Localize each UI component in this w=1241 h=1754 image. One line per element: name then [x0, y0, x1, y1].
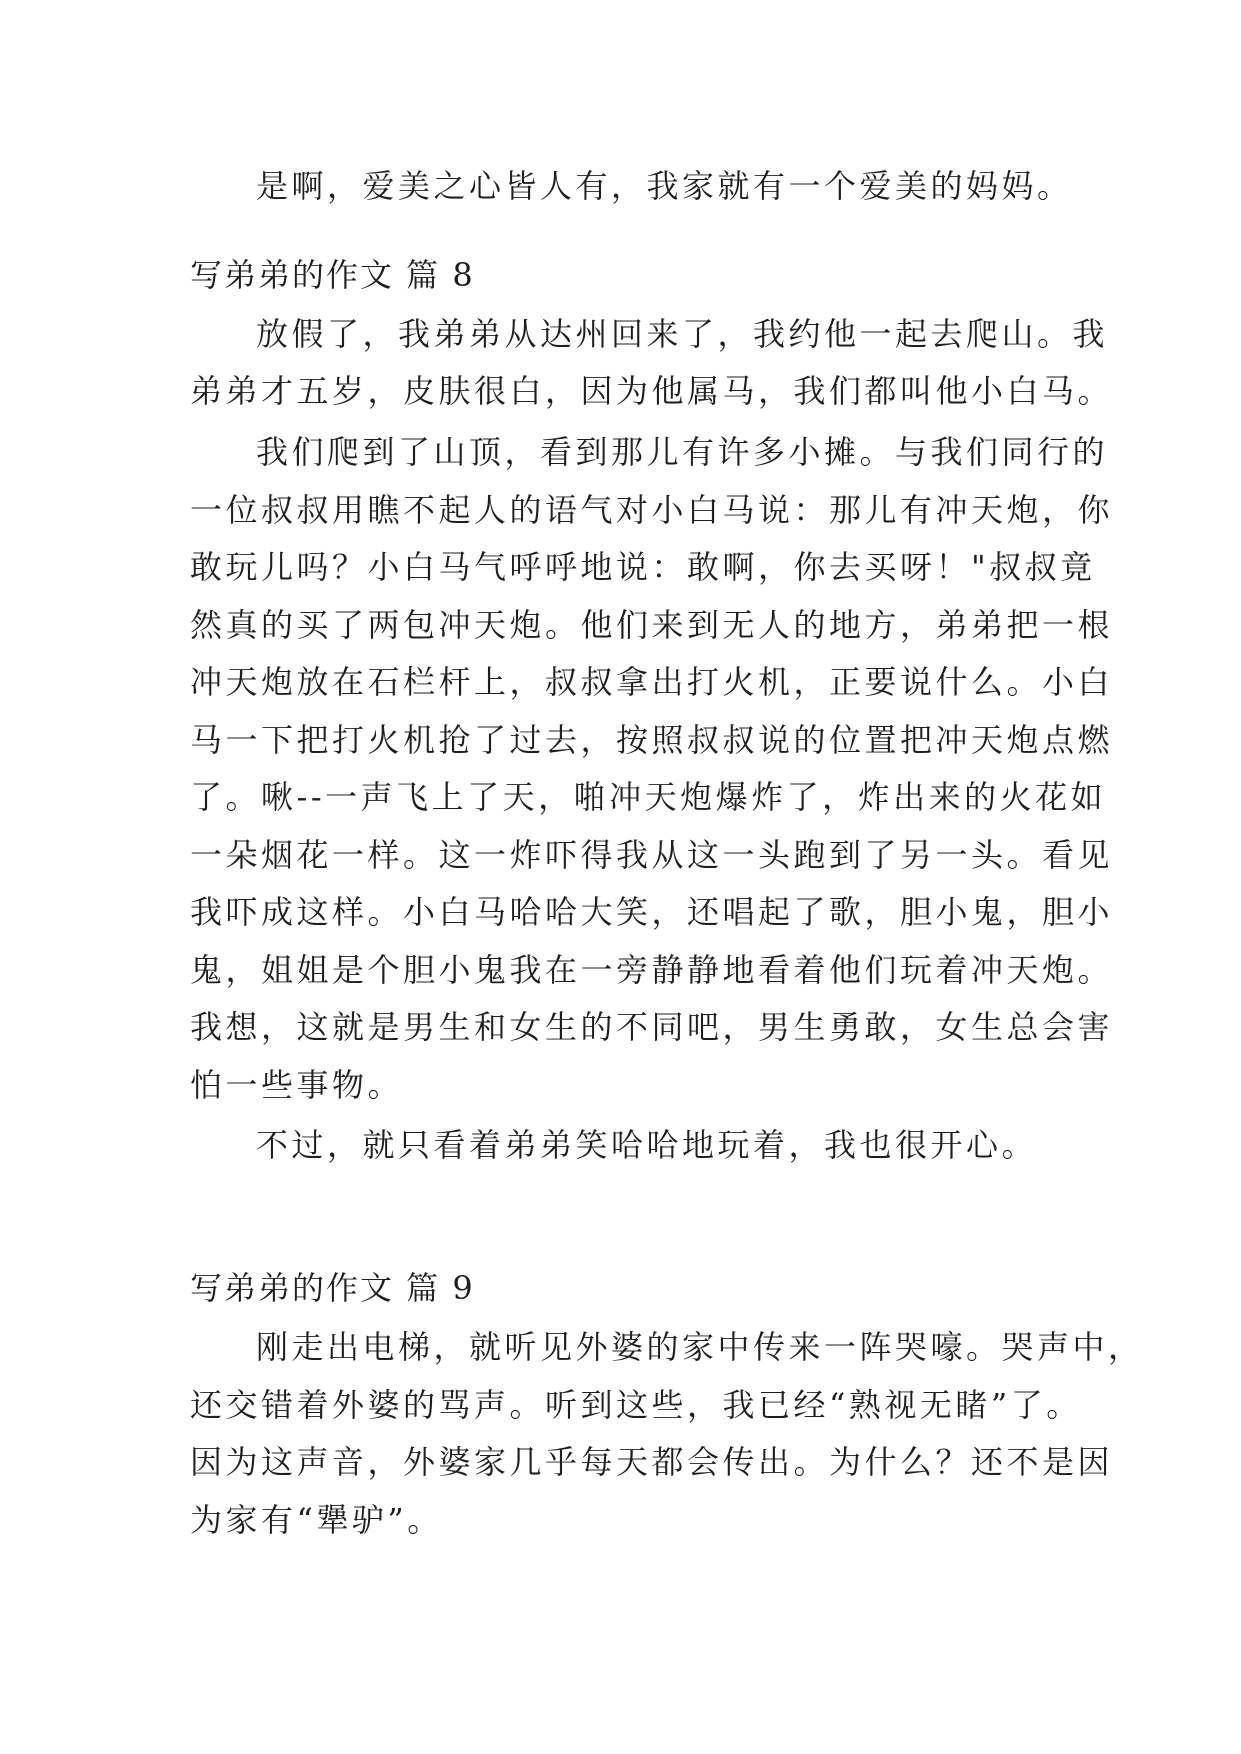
paragraph-line: 为家有“犟驴”。	[190, 1501, 443, 1539]
paragraph-line: 敢玩儿吗？小白马气呼呼地说：敢啊，你去买呀！"叔叔竟	[190, 548, 1096, 586]
paragraph-line: 因为这声音，外婆家几乎每天都会传出。为什么？还不是因	[190, 1443, 1114, 1481]
paragraph-line: 我吓成这样。小白马哈哈大笑，还唱起了歌，胆小鬼，胆小	[190, 893, 1114, 931]
paragraph-line: 我们爬到了山顶，看到那儿有许多小摊。与我们同行的	[256, 433, 1109, 471]
paragraph-line: 怕一些事物。	[190, 1066, 404, 1104]
paragraph-line: 一朵烟花一样。这一炸吓得我从这一头跑到了另一头。看见	[190, 836, 1114, 874]
paragraph-line: 放假了，我弟弟从达州回来了，我约他一起去爬山。我	[256, 315, 1109, 353]
section-8-heading: 写弟弟的作文 篇 8	[190, 256, 475, 294]
paragraph-line: 马一下把打火机抢了过去，按照叔叔说的位置把冲天炮点燃	[190, 721, 1114, 759]
section-9-heading: 写弟弟的作文 篇 9	[190, 1269, 475, 1307]
paragraph-line: 不过，就只看着弟弟笑哈哈地玩着，我也很开心。	[256, 1126, 1038, 1164]
paragraph-line: 我想，这就是男生和女生的不同吧，男生勇敢，女生总会害	[190, 1008, 1114, 1046]
paragraph-line: 冲天炮放在石栏杆上，叔叔拿出打火机，正要说什么。小白	[190, 663, 1114, 701]
paragraph-line: 一位叔叔用瞧不起人的语气对小白马说：那儿有冲天炮，你	[190, 491, 1114, 529]
paragraph-line: 然真的买了两包冲天炮。他们来到无人的地方，弟弟把一根	[190, 606, 1114, 644]
paragraph-line: 了。啾--一声飞上了天，啪冲天炮爆炸了，炸出来的火花如	[190, 778, 1107, 816]
paragraph-line: 弟弟才五岁，皮肤很白，因为他属马，我们都叫他小白马。	[190, 372, 1114, 410]
paragraph-line: 鬼，姐姐是个胆小鬼我在一旁静静地看着他们玩着冲天炮。	[190, 951, 1114, 989]
intro-line: 是啊，爱美之心皆人有，我家就有一个爱美的妈妈。	[256, 167, 1073, 205]
paragraph-line: 还交错着外婆的骂声。听到这些，我已经“熟视无睹”了。	[190, 1386, 1082, 1424]
paragraph-line: 刚走出电梯，就听见外婆的家中传来一阵哭嚎。哭声中，	[256, 1328, 1144, 1366]
